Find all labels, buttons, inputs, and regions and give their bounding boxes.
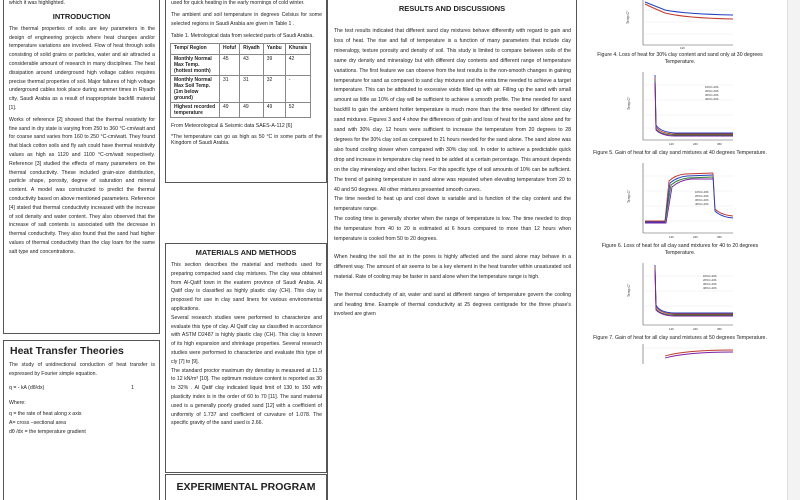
table-cell: 49: [263, 102, 285, 117]
fig5-legend-item: 20%C-40S: [705, 89, 719, 93]
results-paragraph-1: The test results indicated that different sand clay mixtures behave differently with regard to gain and loss of heat. The rise and fall of temperature is a function of many parameters that include clay mineralogy, texture porosity and density of soil. This study is limited to compare between soils of the same dry density and mineralogy but with different clay contents and different range of temperature variations. The first feature we can observe from the test results is the non-smooth changes in gaining temperature for sand as compared to sand clay mixtures and the extra time needed to achieve a target temperature. This can be attributed to excessive voids filled up with air. Filling up the sand with small amount as little as 10% of clay will be sufficient to achieve a smooth profile. The time needed for sand backfill to gain the ambient hotter temperature is much more than the time needed for different clay sand mixtures. Figures 3 and 4 show the differences of gain and loss of heat for the sand alone and for sand with 30% clay. 12 hours were sufficient to increase the temperature from 20 degrees to 28 degrees for the 30% clay soil as compared to 21 hours needed for the sand alone. The sand alone was also found cooling slower when compared with 30% clay soil. In order to achieve a predictable quick drop and increase in temperature clay need to be added at a certain percentage. This amount depends on the clay mineralogy and other factors. For this specific type of soil amounts of 10% can be sufficient.: [334, 28, 571, 173]
fig7-legend-item: 10%C-40S: [703, 274, 717, 278]
fig5-ylabel: Temp C°: [627, 96, 631, 110]
materials-methods-box: [165, 243, 327, 473]
fig7-xtick: 36h: [717, 327, 723, 331]
table-header-cell: Riyadh: [240, 43, 264, 54]
intro-paragraph-2: Works of reference [2] showed that the thermal resistivity for fine sand in dry state is varying from 250 to 360 °C-cm/watt and for coarse sand varies from 160 to 250 °C-cm/watt. They found that black cotton soils and fly ash could have thermal resistivity values as high as 1120 and 1100 °C-cm/watt respectively. Reference [3] studied the effects of many parameters on the thermal conductivity. These included grain-size distribution, particle shape, porosity, degree of saturation and mineral content. A model was constructed to predict the thermal conductivity based on above mentioned parameters. Reference [4] stated that thermal conductivity increased with the increase of soil density and water content. They also observed that the increase of salt contents is associated with the decrease in thermal conductivity. They also found that the sand had higher values of thermal conductivity than the clay loam for the same salt type and concentrations.: [9, 116, 155, 255]
table-row-label: Monthly Normal Max Temp. (hottest month): [171, 54, 220, 75]
fig7-legend-item: 20%C-40S: [703, 278, 717, 282]
table-header-cell: Yanbu: [263, 43, 285, 54]
fig7-xtick: 24h: [693, 327, 699, 331]
heat-transfer-box: [3, 340, 160, 500]
figure-4-chart: [625, 0, 735, 50]
where-item: q = the rate of heat along x axis: [9, 411, 82, 418]
heat-paragraph: The study of unidirectional conduction of heat transfer is expressed by Fourier simple equation.: [9, 362, 155, 377]
figure-4-caption: Figure 4. Loss of heat for 30% clay content and sand only at 30 degrees Temperature.: [597, 52, 763, 65]
fig6-legend-item: 10%C-40S: [695, 190, 709, 194]
fig6-xtick: 24h: [693, 235, 699, 239]
fig7-ylabel: Temp C°: [627, 283, 631, 297]
column-2: [165, 0, 327, 500]
table-row: [171, 75, 311, 102]
materials-methods-heading: MATERIALS AND METHODS: [195, 248, 297, 257]
table-cell: 31: [240, 75, 264, 102]
fig4-xtick: 12h: [680, 46, 686, 50]
table-cell: 31: [220, 75, 240, 102]
figure-7-chart: [625, 261, 735, 333]
table-note: *The temperature can go as high as 50 °C in some parts of the Kingdom of Saudi Arabia.: [171, 133, 322, 147]
where-item: dθ /dx = the temperature gradient: [9, 428, 86, 435]
mm-paragraph-3: The standard proctor maximum dry denstiay is measured at 11.5 to 12 kN/m³ [10]. The optimum moisture content is reported as 30 to 32% . Al Qatif clay indicated liquid limit of 130 to 150 with plasticity index is in the order of 60 to 70 [11]. The sand material used is a generally poorly graded sand [12] with a coefficient of uniformity of 1.737 and coefficient of curvature of 1.078. The specific gravity of the sand used is 2.66.: [171, 367, 322, 427]
fig5-xtick: 24h: [693, 142, 699, 146]
fig7-legend-item: 30%C-40S: [703, 282, 717, 286]
intro-paragraph-1: The thermal properties of soils are key parameters in the design of engineering projects where heat changes and/or temperature variations are involved. Flow of heat through soils consisting of solid grains or particles, water and air attracted a considerable amount of research in many disciplines. The heat dissipation around underground high voltage cables requires precise thermal properties of soil. Major failures of high voltage underground cables took place during summer times in Riyadh city, Saudi Arabia as a result of inappropriate backfill material [1].: [9, 25, 155, 111]
ambient-paragraph: The ambient and soil temperature in degrees Celsius for some selected regions in Saudi Arabia are given in Table 1 .: [171, 11, 322, 27]
figure-8-chart-partial: [625, 344, 735, 364]
fig6-xtick: 36h: [717, 235, 723, 239]
results-box: [327, 0, 577, 500]
table-cell: -: [285, 75, 311, 102]
where-item: A= cross –sectional area: [9, 420, 66, 427]
introduction-box: [3, 0, 160, 334]
fourier-equation: [9, 385, 134, 391]
figure-7-caption: Figure 7. Gain of heat for all clay sand mixtures at 50 degrees Temperature.: [593, 335, 767, 341]
figure-6-chart: [625, 161, 735, 241]
equation-text: q = - kA (dθ/dx): [9, 384, 45, 391]
fig6-legend-item: 40%C-40S: [695, 202, 709, 206]
table-cell: 49: [240, 102, 264, 117]
fig5-xtick: 36h: [717, 142, 723, 146]
column-1: [0, 0, 160, 500]
column-4-figures: [580, 0, 780, 500]
fig7-xtick: 12h: [669, 327, 675, 331]
results-paragraph-2: The trend of gaining temperature in sand alone was repeated when elevating temperature from 20 to 40 and 50 degrees. All other mixtures presented smooth curves.: [334, 176, 571, 193]
table-row: [171, 102, 311, 117]
experimental-heading: EXPERIMENTAL PROGRAM: [176, 481, 316, 493]
fig4-ylabel: Temp C°: [626, 10, 630, 24]
intro-continued-box: [165, 0, 327, 183]
fig5-xtick: 12h: [669, 142, 675, 146]
column-3: [327, 0, 577, 500]
mm-paragraph-2: Several research studies were performed to characterize and evaluate this type of clay. Al Qatif clay as classified in accordance with ASTM D2487 is highly plastic clay (CH). This clay is known of its high expansion and shrinkage properties. Several research studies were performed to characterize and evaluate this type of cly [7] to [9].: [171, 314, 322, 365]
heat-transfer-heading: Heat Transfer Theories: [10, 345, 124, 357]
figure-5-chart: [625, 70, 735, 148]
experimental-box: [165, 474, 327, 500]
equation-number: 1: [131, 384, 134, 391]
fig6-xtick: 12h: [669, 235, 675, 239]
figure-5-caption: Figure 5. Gain of heat for all clay sand mixtures at 40 degrees Temperature.: [593, 150, 767, 156]
table-caption: Table 1. Metrological data from selected parts of Saudi Arabia.: [171, 33, 314, 40]
table-cell: 42: [285, 54, 311, 75]
table-header-cell: Khurais: [285, 43, 311, 54]
table-cell: 49: [220, 102, 240, 117]
table-header-cell: Hofuf: [220, 43, 240, 54]
table-cell: 52: [285, 102, 311, 117]
fig6-legend-item: 20%C-40S: [695, 194, 709, 198]
table-row-label: Highest recorded temperature: [171, 102, 220, 117]
table-cell: 39: [263, 54, 285, 75]
top-text: used for quick heating in the early mornings of cold winter.: [171, 0, 305, 6]
metrological-table: [170, 43, 311, 118]
top-fragment: which it was highlighted.: [9, 0, 65, 6]
figure-6-caption: Figure 6. Loss of heat for all clay sand mixtures for 40 to 20 degrees Temperature.: [601, 243, 759, 256]
table-header-row: [171, 43, 311, 54]
introduction-heading: INTRODUCTION: [52, 11, 111, 21]
table-row-label: Monthly Normal Max Soil Temp. (1m below ground): [171, 75, 220, 102]
table-cell: 45: [220, 54, 240, 75]
results-paragraph-3: The time needed to heat up and cool down is variable and is function of the clay content and the temperature range.: [334, 196, 571, 213]
fig6-ylabel: Temp C°: [627, 189, 631, 203]
table-cell: 43: [240, 54, 264, 75]
results-paragraph-4: The cooling time is generally shorter when the range of temperature is low. The time needed to drop the temperature from 40 to 20 is estimated at 6 hours compared to more than 12 hours when temperature is cooled from 50 to 20 degrees.: [334, 216, 571, 243]
table-source: From Meteorological & Seismic data SAES-A-112 [6]: [171, 122, 292, 129]
fig7-legend-item: 40%C-40S: [703, 286, 717, 290]
mm-paragraph-1: This section describes the material and methods used for preparing compacted sand clay mixtures. The clay was obtained from Al-Qatif town in the eastern province of Saudi Arabia. Al Qatif clay is classified as highly plastic clay (CH). This clay is proposed for use in clay sand liners for various environmental applications.: [171, 262, 322, 312]
table-header-cell: Temp/ Region: [171, 43, 220, 54]
fig5-legend-item: 40%C-40S: [705, 97, 719, 101]
results-heading: RESULTS AND DISCUSSIONS: [398, 4, 506, 13]
results-paragraph-5: When heating the soil the air in the pores is highly affected and the sand alone may behave in a different way. The amount of air seems to be a key element in the heat transfer within unsaturated soil material. Rate of cooling may be faster in sand alone when the temperature range is high.: [334, 253, 571, 280]
vertical-scrollbar[interactable]: [787, 0, 800, 500]
fig6-legend-item: 30%C-40S: [695, 198, 709, 202]
results-paragraph-6: The thermal conductivity of air, water and sand at different ranges of temperature govern the cooling and heating time. Example of thermal conductivity at 25 degrees centigrade for the three phase's involved are given: [334, 291, 571, 318]
fig5-legend-item: 10%C-40S: [705, 85, 719, 89]
table-row: [171, 54, 311, 75]
fig5-legend-item: 30%C-40S: [705, 93, 719, 97]
table-cell: 32: [263, 75, 285, 102]
where-label: Where:: [9, 399, 26, 406]
